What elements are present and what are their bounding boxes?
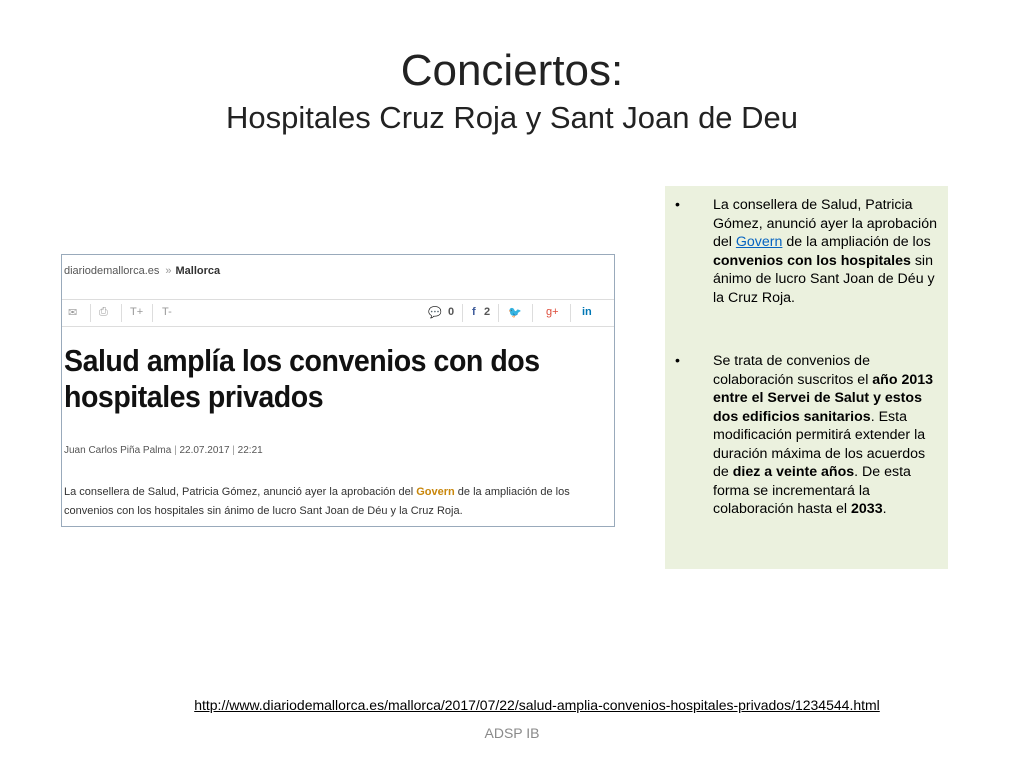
bullet-text: La consellera de Salud, Patricia Gómez, anunció ayer la aprobación del Govern de la ampliación de los convenios con los hospitales sin ánimo de lucro Sant Joan de Déu y la Cruz Roja. [713, 197, 937, 306]
article-byline: Juan Carlos Piña Palma | 22.07.2017 | 22:21 [64, 445, 263, 456]
article-headline: Salud amplía los convenios con dos hospitales privados [64, 343, 540, 414]
slide-footer: ADSP IB [484, 725, 540, 741]
linkedin-icon[interactable]: in [582, 306, 592, 318]
google-plus-icon[interactable]: g+ [546, 306, 559, 318]
toolbar-divider [462, 304, 463, 322]
font-decrease-button[interactable]: T- [162, 306, 172, 318]
toolbar-divider [90, 304, 91, 322]
slide-title: Conciertos: [400, 46, 624, 95]
section-link[interactable]: Mallorca [175, 265, 221, 277]
article-lead [64, 483, 609, 521]
bullet-marker: • [675, 197, 680, 213]
article-time: 22:21 [237, 445, 263, 456]
bullet-text: Se trata de convenios de colaboración suscritos el año 2013 entre el Servei de Salut y estos dos edificios sanitarios. Esta modificación permitirá extender la duración máxima de los acuerdos de diez a veinte años. De esta forma se incrementará la colaboración hasta el 2033. [713, 353, 934, 517]
toolbar-divider [532, 304, 533, 322]
facebook-count: 2 [484, 306, 491, 318]
comments-count: 0 [448, 306, 455, 318]
font-increase-button[interactable]: T+ [130, 306, 144, 318]
slide-subtitle: Hospitales Cruz Roja y Sant Joan de Deu [225, 100, 799, 135]
article-date: 22.07.2017 [179, 445, 230, 456]
source-url-link[interactable]: http://www.diariodemallorca.es/mallorca/2017/07/22/salud-amplia-convenios-hospitales-privados/1234544.html [194, 697, 880, 713]
bullet-marker: • [675, 353, 680, 369]
lead-text: La consellera de Salud, Patricia Gómez, anunció ayer la aprobación del [64, 486, 417, 498]
slide-title-block [0, 44, 1024, 138]
breadcrumb [64, 265, 220, 277]
site-link[interactable]: diariodemallorca.es [64, 265, 160, 277]
mail-icon[interactable]: ✉ [68, 307, 78, 319]
lead-text: de la ampliación de los convenios con los hospitales sin ánimo de lucro Sant Joan de Déu y la Cruz Roja. [64, 486, 570, 517]
toolbar-divider [498, 304, 499, 322]
govern-link[interactable]: Govern [735, 234, 783, 250]
toolbar-divider [570, 304, 571, 322]
twitter-icon[interactable]: 🐦 [508, 307, 522, 319]
newspaper-clipping [61, 254, 615, 527]
govern-link[interactable]: Govern [416, 486, 455, 498]
toolbar-divider [121, 304, 122, 322]
breadcrumb-separator: » [165, 265, 172, 277]
notes-box [665, 186, 948, 569]
toolbar-divider [152, 304, 153, 322]
comments-icon[interactable]: 💬 [428, 307, 442, 319]
facebook-icon[interactable]: f [472, 306, 476, 318]
author-name: Juan Carlos Piña Palma [64, 445, 172, 456]
print-icon[interactable]: ⎙ [99, 306, 108, 318]
article-toolbar [62, 299, 615, 327]
